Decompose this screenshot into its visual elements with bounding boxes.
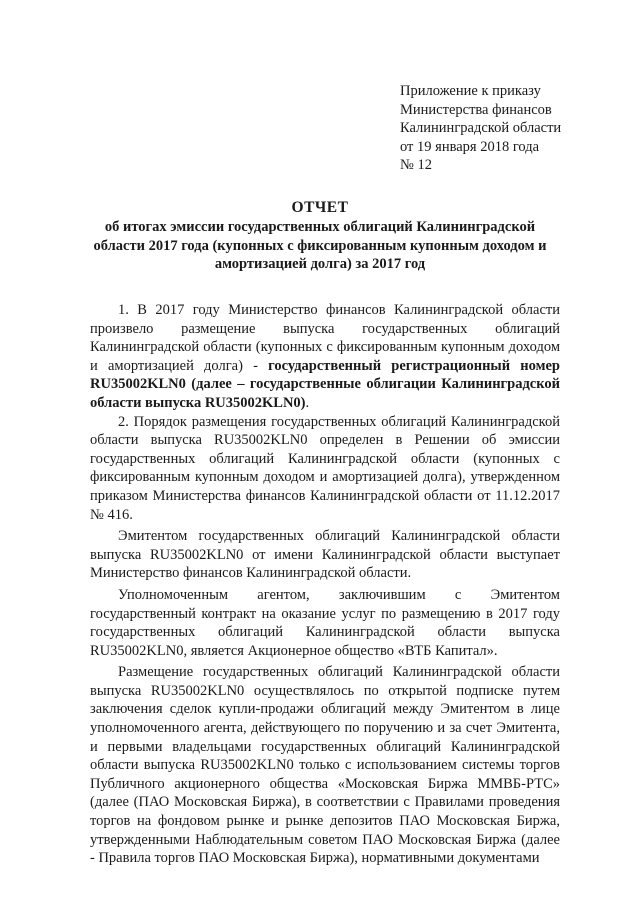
appendix-note [400,82,561,175]
title-block [80,198,560,274]
paragraph-1 [90,301,560,413]
document-body [90,301,560,868]
paragraph-4: Уполномоченным агентом, заключившим с Эмитентом государственный контракт на оказание услуг по размещению в 2017 году государственных облигаций Калининградской области выпуска RU35002KLN0, является Акционерное общество «ВТБ Капитал». [90,586,560,659]
registration-number-text: государственный регистрационный номер RU35002KLN0 (далее – государственные облигации Калининградской области выпуска RU35002KLN0) [90,357,560,411]
document-subtitle: об итогах эмиссии государственных облигаций Калининградской области 2017 года (купонных с фиксированным купонным доходом и амортизацией долга) за 2017 год [93,219,547,272]
appendix-line: Приложение к приказу [400,83,541,99]
appendix-line: № 12 [400,157,432,174]
appendix-line: Калининградской области [400,120,562,137]
appendix-line: Министерства финансов [400,101,552,118]
paragraph-5: Размещение государственных облигаций Калининградской области выпуска RU35002KLN0 осуществлялось по открытой подписке путем заключения сделок купли-продажи облигаций между Эмитентом в лице уполномоченного агента, действующего по поручению и за счет Эмитента, и первыми владельцами государственных облигаций Калининградской области выпуска RU35002KLN0 только с использованием системы торгов Публичного акционерного общества «Московская Биржа ММВБ-РТС» (далее (ПАО Московская Биржа), в соответствии с Правилами проведения торгов на фондовом рынке и рынке депозитов ПАО Московская Биржа, утвержденными Наблюдательным советом ПАО Московская Биржа (далее - Правила торгов ПАО Московская Биржа), нормативными документами [90,664,560,867]
paragraph-3: Эмитентом государственных облигаций Калининградской области выпуска RU35002KLN0 от имени Калининградской области выступает Министерство финансов Калининградской области. [90,528,560,582]
paragraph-text: 1. В 2017 году Министерство финансов Калининградской области произвело размещение выпуска государственных облигаций Калининградской области (купонных с фиксированным купонным доходом и амортизацией долга) - [90,302,560,374]
document-title: ОТЧЕТ [291,199,349,216]
paragraph-2: 2. Порядок размещения государственных облигаций Калининградской области выпуска RU35002KLN0 определен в Решении об эмиссии государственных облигаций Калининградской области (купонных с фиксированным купонным доходом и амортизацией долга), утвержденном приказом Министерства финансов Калининградской области от 11.12.2017 № 416. [90,413,560,523]
appendix-line: от 19 января 2018 года [400,138,540,155]
paragraph-end: . [305,394,310,411]
